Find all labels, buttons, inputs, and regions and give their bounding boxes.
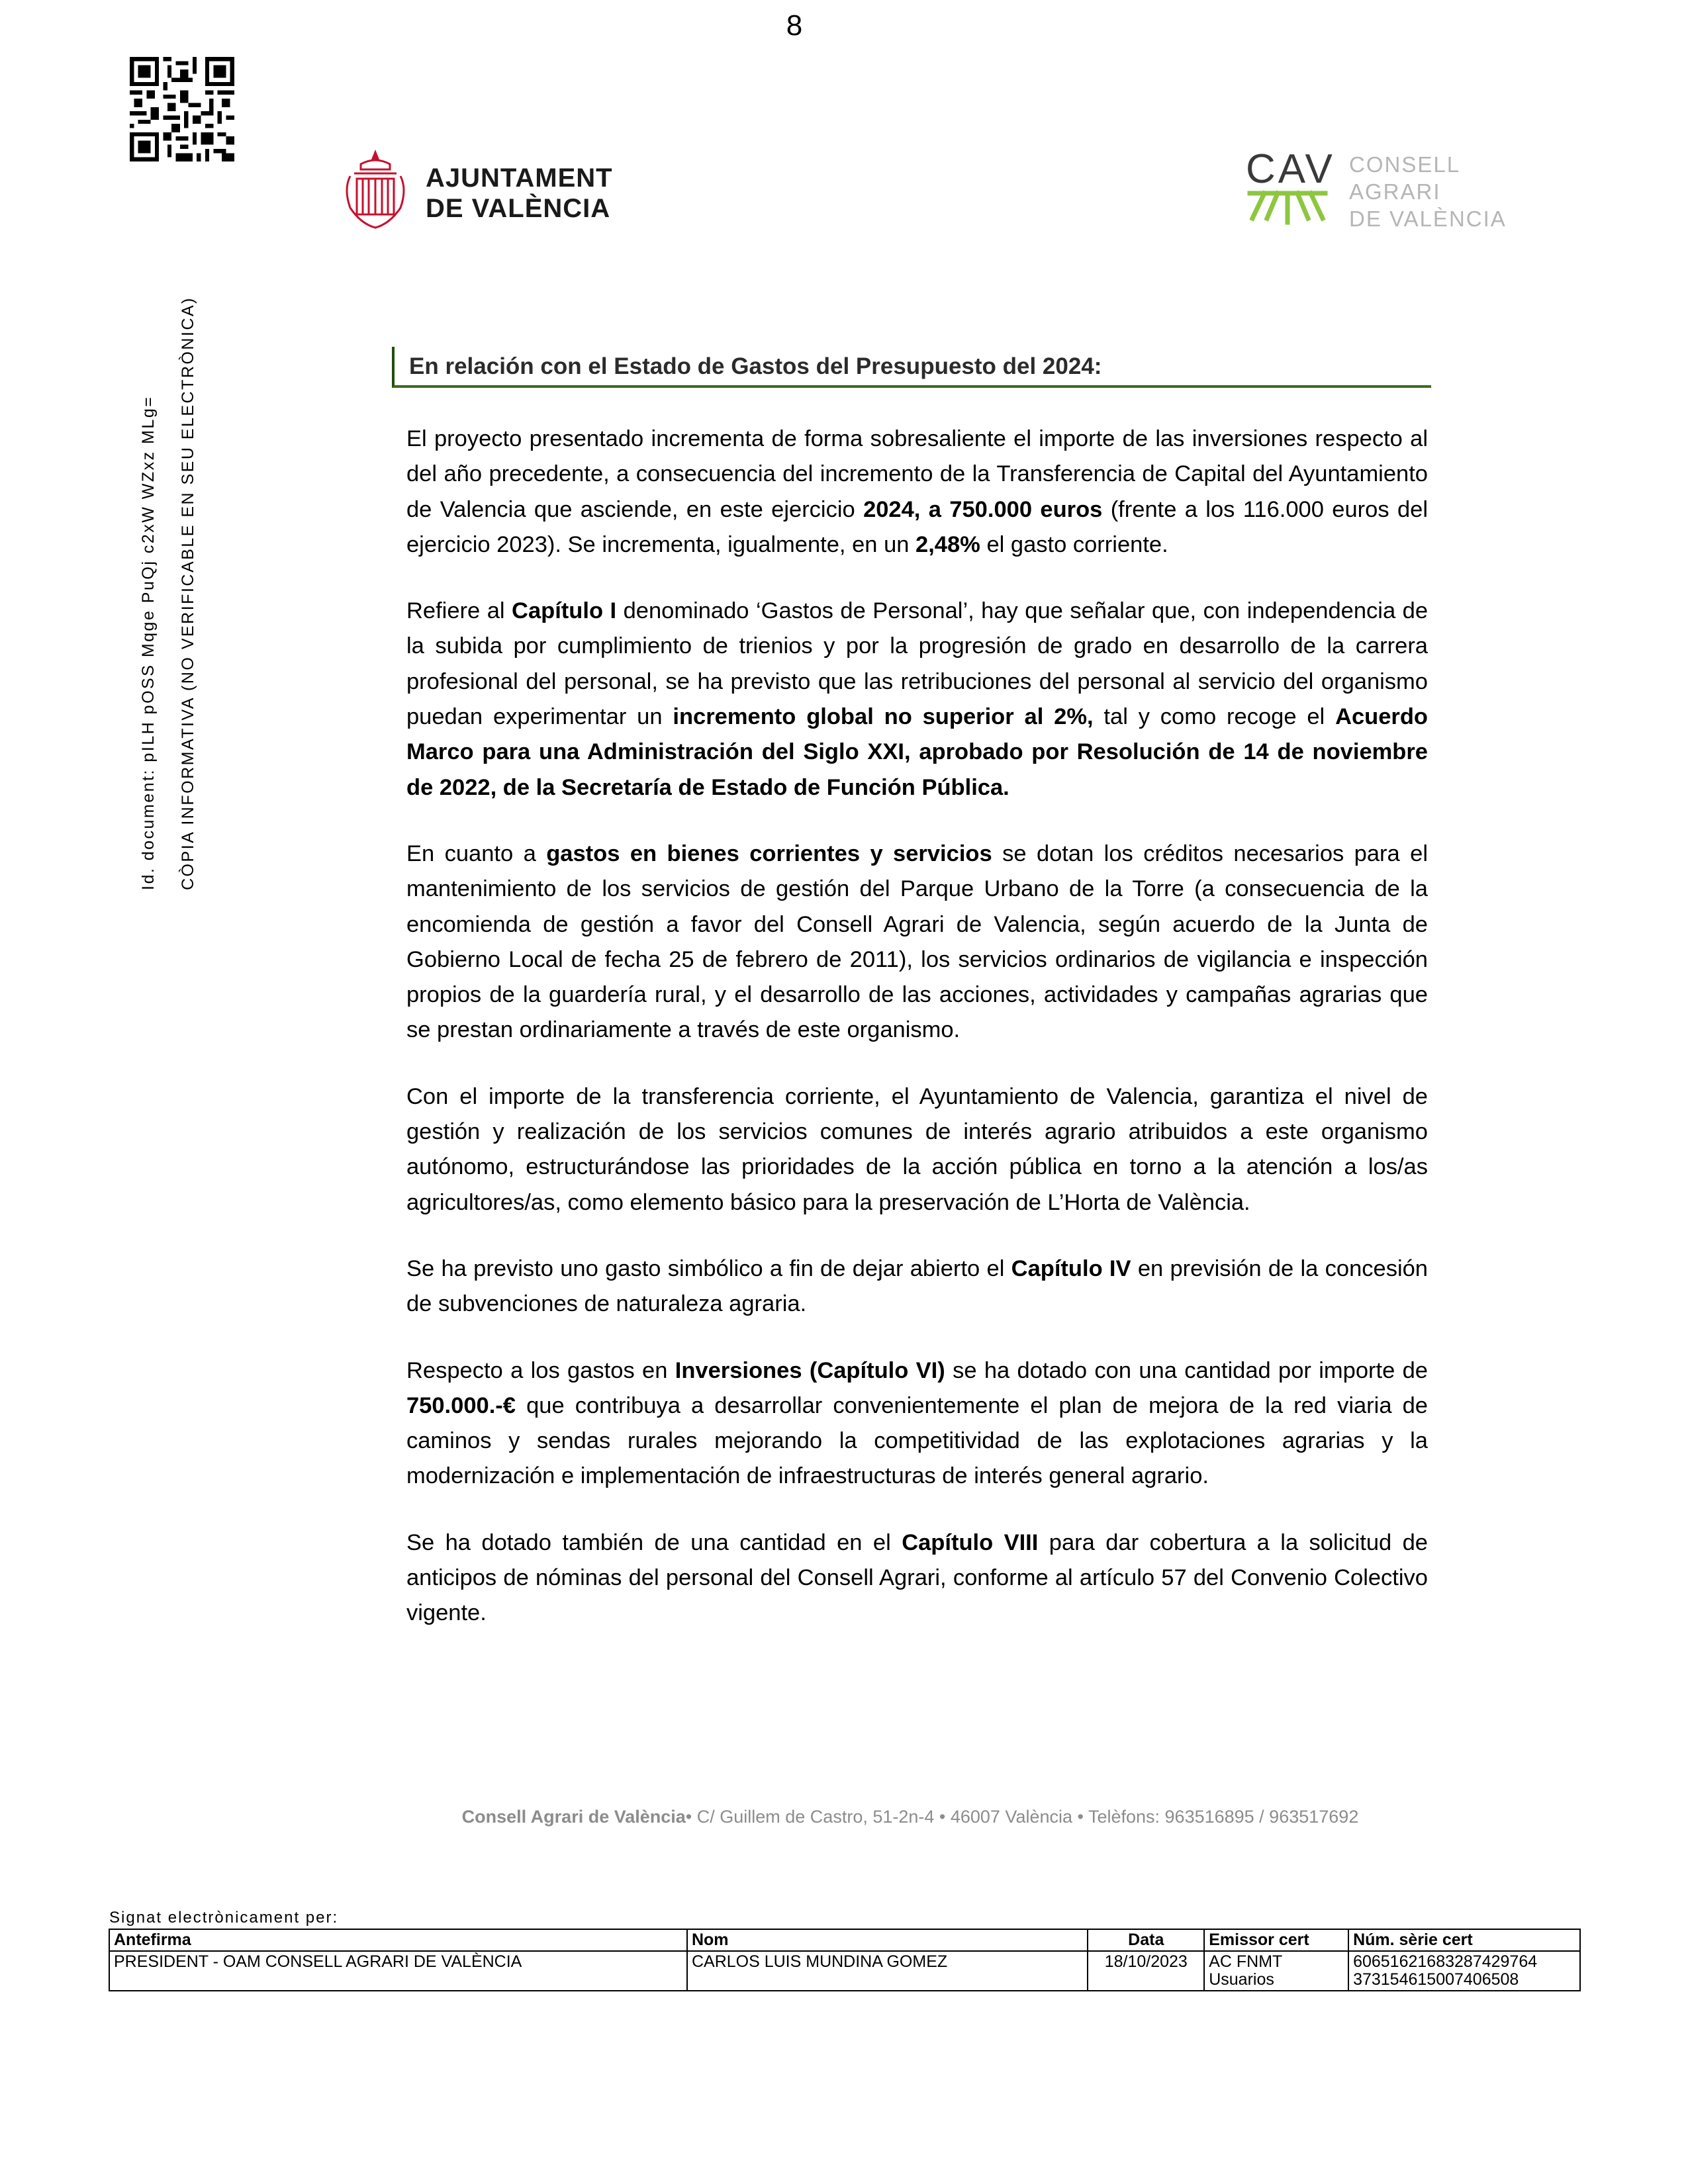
valencia-crest-icon <box>341 150 410 232</box>
paragraph-chapter-8: Se ha dotado también de una cantidad en el Capítulo VIII para dar cobertura a la solicitud de anticipos de nóminas del personal del Consell Agrari, conforme al artículo 57 del Convenio Colectivo vigente. <box>406 1529 1428 1626</box>
header-serie: Núm. sèrie cert <box>1348 1929 1580 1951</box>
paragraph-investments: El proyecto presentado incrementa de forma sobresaliente el importe de las inversiones respecto al del año precedente, a consecuencia del incremento de la Transferencia de Capital del Ayuntamiento de Valencia que asciende, en este ejercicio 2024, a 750.000 euros (frente a los 116.000 euros del ejercicio 2023). Se incrementa, igualmente, en un 2,48% el gasto corriente. <box>406 426 1428 557</box>
cav-logo-line2: AGRARI <box>1349 179 1441 204</box>
footer-address <box>199 1807 1622 1827</box>
ajuntament-logo <box>341 150 619 232</box>
cell-nom: CARLOS LUIS MUNDINA GOMEZ <box>687 1951 1088 1991</box>
cav-logo-line3: DE VALÈNCIA <box>1349 206 1507 231</box>
paragraph-chapter-6: Respecto a los gastos en Inversiones (Capítulo VI) se ha dotado con una cantidad por importe de 750.000.-€ que contribuya a desarrollar convenientemente el plan de mejora de la red viaria de caminos y sendas rurales mejorando la competitividad de las explotaciones agrarias y la modernización e implementación de infraestructuras de interés general agrario. <box>406 1357 1428 1489</box>
cav-logo-line1: CONSELL <box>1349 152 1461 177</box>
paragraph-current-transfer: Con el importe de la transferencia corriente, el Ayuntamiento de Valencia, garantiza el nivel de gestión y realización de los servicios comunes de interés agrario atribuidos a este organismo autónomo, estructurándose las prioridades de la acción pública en torno a la atención a los/as agricultores/as, como elemento básico para la preservación de L’Horta de València. <box>406 1083 1428 1215</box>
cav-logo-mark-text: CAV <box>1246 148 1335 192</box>
cav-logo-mark <box>1244 148 1350 228</box>
signature-label: Signat electrònicament per: <box>109 1909 339 1927</box>
informative-copy-stamp: CÒPIA INFORMATIVA (NO VERIFICABLE EN SEU ELECTRÒNICA) <box>179 296 197 890</box>
ajuntament-logo-line1: AJUNTAMENT <box>426 163 613 193</box>
signature-table <box>109 1929 1581 1991</box>
page-number: 8 <box>786 9 803 42</box>
document-body <box>406 422 1428 1662</box>
footer-address-line: • C/ Guillem de Castro, 51-2n-4 • 46007 València • Telèfons: 963516895 / 963517692 <box>685 1807 1359 1827</box>
header-data: Data <box>1088 1929 1204 1951</box>
cell-serie: 60651621683287429764 373154615007406508 <box>1348 1951 1580 1991</box>
header-antefirma: Antefirma <box>109 1929 687 1951</box>
signature-table-header <box>109 1929 1580 1951</box>
section-heading-text: En relación con el Estado de Gastos del Presupuesto del 2024: <box>409 353 1102 379</box>
paragraph-current-goods: En cuanto a gastos en bienes corrientes y servicios se dotan los créditos necesarios para el mantenimiento de los servicios de gestión del Parque Urbano de la Torre (a consecuencia de la encomienda de gestión a favor del Consell Agrari de Valencia, según acuerdo de la Junta de Gobierno Local de fecha 25 de febrero de 2011), los servicios ordinarios de vigilancia e inspección propios de la guardería rural, y el desarrollo de las acciones, actividades y campañas agrarias que se prestan ordinariamente a través de este organismo. <box>406 841 1428 1043</box>
document-id-stamp: Id. document: pILH pOSS Mqge PuQj c2xW WZxz MLg= <box>139 395 158 890</box>
cell-emissor: AC FNMT Usuarios <box>1204 1951 1348 1991</box>
cell-data: 18/10/2023 <box>1088 1951 1204 1991</box>
table-row <box>109 1951 1580 1991</box>
header-nom: Nom <box>687 1929 1088 1951</box>
cell-antefirma: PRESIDENT - OAM CONSELL AGRARI DE VALÈNCIA <box>109 1951 687 1991</box>
section-heading <box>392 347 1431 388</box>
ajuntament-logo-line2: DE VALÈNCIA <box>426 194 611 223</box>
paragraph-chapter-4: Se ha previsto uno gasto simbólico a fin de dejar abierto el Capítulo IV en previsión de la concesión de subvenciones de naturaleza agraria. <box>406 1255 1428 1317</box>
footer-org: Consell Agrari de València <box>461 1807 686 1827</box>
cav-logo <box>1244 148 1509 234</box>
header-emissor: Emissor cert <box>1204 1929 1348 1951</box>
qr-code-icon <box>130 57 234 161</box>
paragraph-chapter-1: Refiere al Capítulo I denominado ‘Gastos de Personal’, hay que señalar que, con independencia de la subida por cumplimiento de trienios y por la progresión de grado en desarrollo de la carrera profesional del personal, se ha previsto que las retribuciones del personal al servicio del organismo puedan experimentar un incremento global no superior al 2%, tal y como recoge el Acuerdo Marco para una Administración del Siglo XXI, aprobado por Resolución de 14 de noviembre de 2022, de la Secretaría de Estado de Función Pública. <box>406 598 1429 800</box>
